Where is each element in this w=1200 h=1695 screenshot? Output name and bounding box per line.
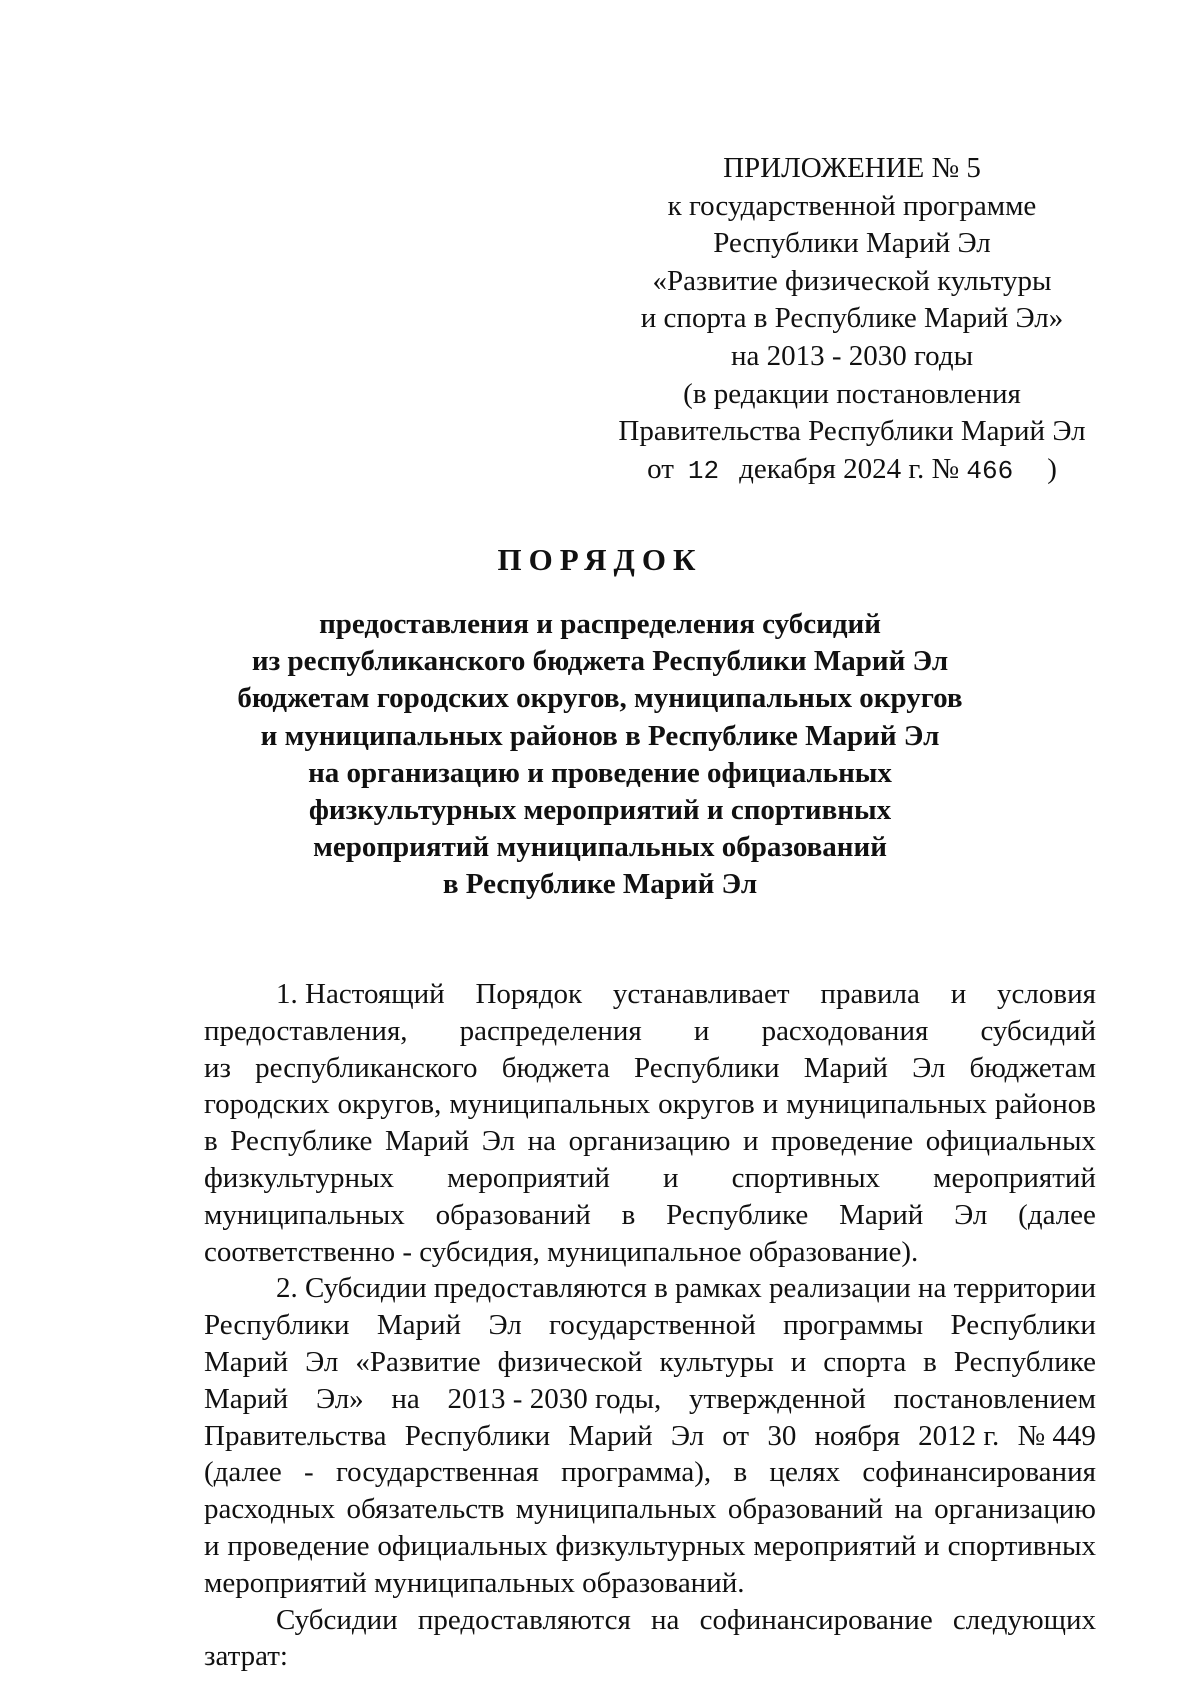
word: Эл <box>488 1309 522 1342</box>
text-line <box>204 1418 1096 1455</box>
text-line <box>204 1013 1096 1050</box>
word: образований <box>435 1198 591 1231</box>
word: образований <box>727 1493 884 1526</box>
appendix-header <box>612 150 1092 490</box>
word: Республике <box>230 1125 373 1158</box>
word: Эл <box>305 1345 339 1378</box>
word: (далее <box>1018 1198 1096 1231</box>
word: Республике <box>953 1345 1096 1378</box>
word: организацию <box>934 1493 1096 1526</box>
paragraph-1 <box>204 976 1096 1270</box>
word: районов <box>994 1088 1096 1121</box>
word: и <box>790 1345 807 1378</box>
word: расходования <box>761 1014 929 1047</box>
word: Марий <box>376 1309 462 1342</box>
word: софинансирование <box>699 1603 933 1636</box>
appendix-line: к государственной программе <box>667 189 1037 222</box>
text-line <box>204 1638 1096 1675</box>
word: в <box>923 1345 937 1378</box>
word: ноября <box>814 1419 900 1452</box>
word: Республики <box>950 1309 1096 1342</box>
word: соответственно - субсидия, муниципальное образование). <box>204 1235 919 1268</box>
word: Республики <box>404 1419 551 1452</box>
text-line <box>204 1454 1096 1491</box>
subtitle-line: и муниципальных районов в Республике Марий Эл <box>260 719 940 752</box>
word: мероприятий <box>753 1529 917 1562</box>
word: софинансирования <box>862 1456 1096 1489</box>
word: целях <box>769 1456 841 1489</box>
word: предоставляются <box>417 1603 631 1636</box>
word: (далее <box>204 1456 282 1489</box>
word: физкультурных <box>204 1161 395 1194</box>
appendix-line: Правительства Республики Марий Эл <box>618 415 1086 448</box>
word: официальных <box>377 1529 548 1562</box>
word: 30 <box>767 1419 797 1452</box>
word: 1. Настоящий <box>276 978 445 1010</box>
word: 2012 г. <box>918 1419 1000 1452</box>
word: спорта <box>823 1345 907 1378</box>
word: и <box>693 1014 710 1047</box>
word: на <box>391 1382 420 1415</box>
word: мероприятий <box>447 1161 610 1194</box>
text-line <box>204 1381 1096 1418</box>
word: программы <box>783 1309 924 1342</box>
text-line <box>204 1307 1096 1344</box>
word: обязательств <box>346 1493 505 1526</box>
appendix-line: и спорта в Республике Марий Эл» <box>640 302 1064 335</box>
date-middle: декабря 2024 г. № <box>739 452 960 485</box>
word: Марий <box>384 1125 470 1158</box>
word: физкультурных <box>555 1529 746 1562</box>
appendix-line: на 2013 - 2030 годы <box>730 339 974 372</box>
word: на <box>917 1272 947 1305</box>
word: официальных <box>925 1125 1096 1158</box>
text-line <box>204 1565 1096 1602</box>
word: спортивных <box>947 1529 1096 1562</box>
appendix-line: «Развитие физической культуры <box>652 264 1052 297</box>
text-line <box>204 1270 1096 1307</box>
date-day: 12 <box>687 455 720 486</box>
word: округов <box>658 1088 755 1121</box>
decree-number: 466 <box>966 455 1014 486</box>
word: и <box>762 1088 779 1121</box>
paragraph-2 <box>204 1270 1096 1601</box>
word: рамках <box>675 1272 762 1305</box>
word: проведение <box>227 1529 370 1562</box>
word: затрат: <box>204 1640 288 1673</box>
word: муниципальных <box>786 1088 987 1121</box>
text-line <box>204 1197 1096 1234</box>
text-line <box>204 1086 1096 1123</box>
appendix-line: ПРИЛОЖЕНИЕ № 5 <box>723 152 981 184</box>
date-suffix: ) <box>1047 452 1057 485</box>
subtitle-line: мероприятий муниципальных образований <box>313 831 887 864</box>
text-line <box>204 1344 1096 1381</box>
word: Республики <box>204 1309 350 1342</box>
word: муниципальных <box>204 1198 405 1231</box>
word: Эл» <box>315 1382 364 1415</box>
word: Марий <box>204 1382 289 1415</box>
text-line <box>204 1491 1096 1528</box>
word: и <box>924 1529 940 1562</box>
word: организацию <box>568 1125 731 1158</box>
word: распределения <box>459 1014 642 1047</box>
document-title: ПОРЯДОК <box>497 542 703 577</box>
word: проведение <box>771 1125 914 1158</box>
word: в <box>204 1125 218 1158</box>
word: «Развитие <box>355 1345 481 1378</box>
word: мероприятий <box>933 1161 1096 1194</box>
word: утвержденной <box>689 1382 866 1415</box>
word: программа), <box>561 1456 712 1489</box>
word: из <box>204 1051 231 1084</box>
date-prefix: от <box>647 452 674 485</box>
word: округов, <box>337 1088 442 1121</box>
appendix-line: Республики Марий Эл <box>713 227 991 260</box>
word: постановлением <box>893 1382 1096 1415</box>
word: - <box>304 1456 314 1489</box>
word: следующих <box>952 1603 1096 1636</box>
word: Марий <box>204 1345 289 1378</box>
appendix-line: (в редакции постановления <box>683 377 1021 410</box>
word: Марий <box>839 1198 924 1231</box>
word: Эл <box>670 1419 705 1452</box>
word: физической <box>497 1345 643 1378</box>
word: государственная <box>335 1456 539 1489</box>
word: Порядок <box>475 978 583 1010</box>
text-line <box>204 1123 1096 1160</box>
word: государственной <box>549 1309 756 1342</box>
word: бюджетам <box>969 1051 1096 1084</box>
subtitle-line: предоставления и распределения субсидий <box>319 608 881 640</box>
word: на <box>527 1125 556 1158</box>
word: правила <box>820 978 920 1010</box>
word: 2. Субсидии <box>276 1272 427 1305</box>
word: спортивных <box>731 1161 881 1194</box>
document-subtitle <box>200 606 1000 904</box>
text-line <box>204 1602 1096 1639</box>
text-line <box>204 1160 1096 1197</box>
word: в <box>733 1456 748 1489</box>
word: бюджета <box>501 1051 610 1084</box>
subtitle-line: физкультурных мероприятий и спортивных <box>308 794 892 827</box>
word: культуры <box>659 1345 774 1378</box>
text-line <box>204 976 1096 1013</box>
subtitle-line: на организацию и проведение официальных <box>308 756 892 789</box>
text-line <box>204 1528 1096 1565</box>
word: Эл <box>481 1125 515 1158</box>
word: 2013 - 2030 годы, <box>447 1382 662 1415</box>
word: от <box>722 1419 750 1452</box>
word: муниципальных <box>515 1493 717 1526</box>
word: и <box>742 1125 759 1158</box>
word: и <box>204 1529 220 1562</box>
word: территории <box>953 1272 1096 1305</box>
word: на <box>894 1493 923 1526</box>
subtitle-line: в Республике Марий Эл <box>442 868 758 901</box>
word: Эл <box>912 1051 946 1084</box>
word: республиканского <box>255 1051 478 1084</box>
word: реализации <box>768 1272 911 1305</box>
word: условия <box>997 978 1096 1010</box>
word: Субсидии <box>276 1603 398 1636</box>
text-line <box>204 1050 1096 1087</box>
word: Марий <box>803 1051 888 1084</box>
word: Эл <box>954 1198 988 1231</box>
word: предоставляются <box>433 1272 647 1305</box>
word: Республике <box>666 1198 809 1231</box>
subtitle-line: из республиканского бюджета Республики Марий Эл <box>251 645 949 678</box>
word: муниципальных <box>449 1088 651 1121</box>
document-body <box>204 976 1096 1675</box>
word: субсидий <box>980 1014 1096 1047</box>
text-line <box>204 1234 1096 1271</box>
word: и <box>663 1161 679 1194</box>
word: предоставления, <box>204 1014 408 1047</box>
paragraph-3 <box>204 1602 1096 1676</box>
word: расходных <box>204 1493 336 1526</box>
word: устанавливает <box>612 978 790 1010</box>
word: Правительства <box>204 1419 387 1452</box>
word: в <box>621 1198 636 1231</box>
word: № 449 <box>1017 1419 1096 1452</box>
word: и <box>950 978 967 1010</box>
word: на <box>651 1603 680 1636</box>
appendix-date-line <box>612 451 1092 491</box>
word: Республики <box>634 1051 780 1084</box>
word: Марий <box>568 1419 653 1452</box>
subtitle-line: бюджетам городских округов, муниципальных округов <box>237 682 963 715</box>
word: городских <box>204 1088 330 1121</box>
word: мероприятий муниципальных образований. <box>204 1566 745 1599</box>
word: в <box>654 1272 668 1305</box>
